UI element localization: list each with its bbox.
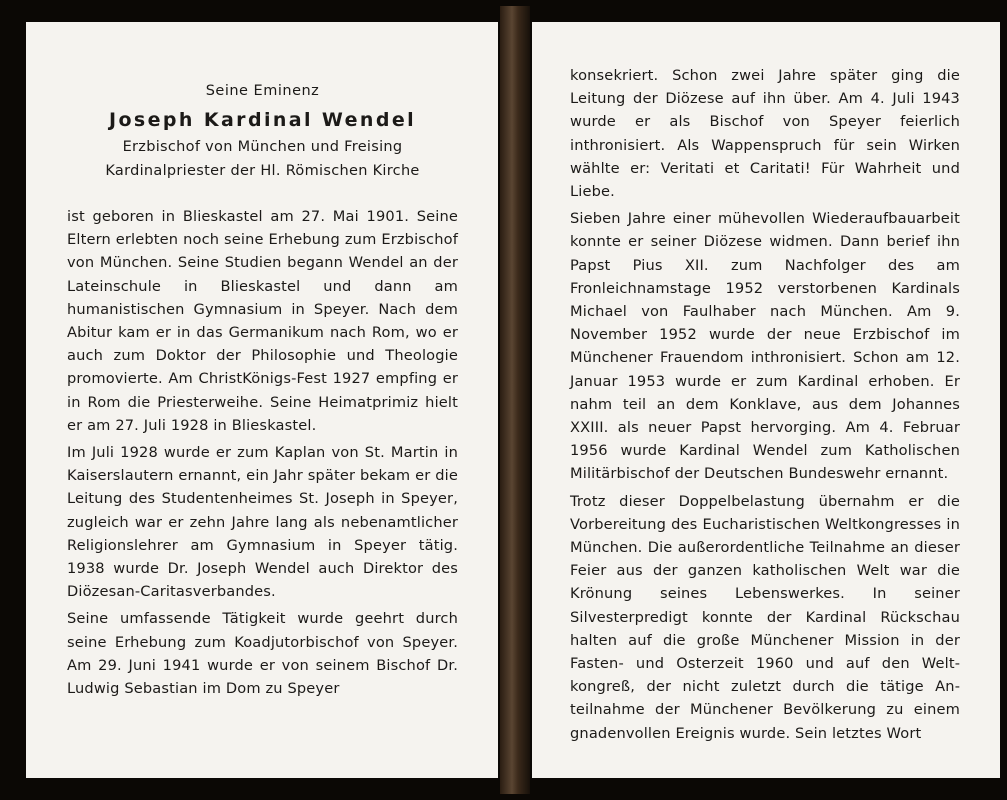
deceased-name: Joseph Kardinal Wendel (108, 109, 417, 131)
title-line-2: Kardinalpriester der Hl. Römischen Kirche (105, 163, 420, 179)
right-page (532, 22, 1000, 778)
right-body-text (570, 64, 960, 745)
card-fold (500, 6, 530, 794)
paragraph: konsekriert. Schon zwei Jahre später ging die Leitung der Diözese auf ihn über. Am 4. Juli 1943 wurde er als Bischof von Speyer feierlich inthronisiert. Als Wappenspruch für sein Wirken wählte er: Veritati et Caritati! Für Wahrheit und Liebe. (570, 67, 960, 201)
left-body-text (67, 205, 458, 700)
paragraph: Im Juli 1928 wurde er zum Kaplan von St. Martin in Kaiserslautern ernannt, ein Jahr später bekam er die Leitung des Studentenheimes St. Joseph in Speyer, zugleich war er zehn Jahre lang als nebenamtlicher Religionslehrer am Gymnasium in Speyer tätig. 1938 wurde Dr. Joseph Wendel auch Direktor des Diözesan-Caritasverbandes. (67, 444, 458, 601)
honorific: Seine Eminenz (205, 83, 320, 99)
paragraph: ist geboren in Blieskastel am 27. Mai 1901. Seine Eltern erlebten noch seine Erhebung zum Erzbischof von München. Seine Studien begann Wendel an der Lateinschule in Blieskastel und dann am humanistischen Gymnasium in Speyer. Nach dem Abitur kam er in das Germanikum nach Rom, wo er auch zum Doktor der Philosophie und Theologie promovierte. Am ChristKönigs-Fest 1927 empfing er in Rom die Priesterweihe. Seine Heimatprimiz hielt er am 27. Juli 1928 in Blieskastel. (67, 208, 458, 434)
paragraph: Trotz dieser Doppelbelastung übernahm er die Vorbereitung des Eucharistischen Weltkongresses in München. Die außerordentliche Teilnahme an dieser Feier aus der ganzen katholischen Welt war die Krönung seines Lebenswerkes. In seiner Silvesterpredigt konnte der Kardinal Rückschau halten auf die große Münchener Mission in der Fasten- und Osterzeit 1960 und auf den Weltkongreß, der nicht zuletzt durch die tätige Anteilnahme der Münchener Bevölkerung zu einem gnadenvollen Ereignis wurde. Sein letztes Wort (570, 492, 960, 742)
paragraph: Seine umfassende Tätigkeit wurde geehrt durch seine Erhebung zum Koadjutorbischof von Speyer. Am 29. Juni 1941 wurde er von seinem Bischof Dr. Ludwig Sebastian im Dom zu Speyer (67, 610, 458, 698)
card-header (67, 80, 458, 183)
paragraph: Sieben Jahre einer mühevollen Wiederaufbauarbeit konnte er seiner Diözese widmen. Dann berief ihn Papst Pius XII. zum Nachfolger des am Fronleichnamstage 1952 verstorbenen Kardinals Michael von Faulhaber nach München. Am 9. November 1952 wurde der neue Erzbischof im Münchener Frauendom inthronisiert. Schon am 12. Januar 1953 wurde er zum Kardinal erhoben. Er nahm teil an dem Konklave, aus dem Johannes XXIII. als neuer Papst hervorging. Am 4. Februar 1956 wurde Kardinal Wendel zum Katholischen Militärbischof der Deutschen Bundeswehr ernannt. (570, 210, 960, 483)
title-line-1: Erzbischof von München und Freising (122, 139, 403, 155)
left-page (26, 22, 498, 778)
